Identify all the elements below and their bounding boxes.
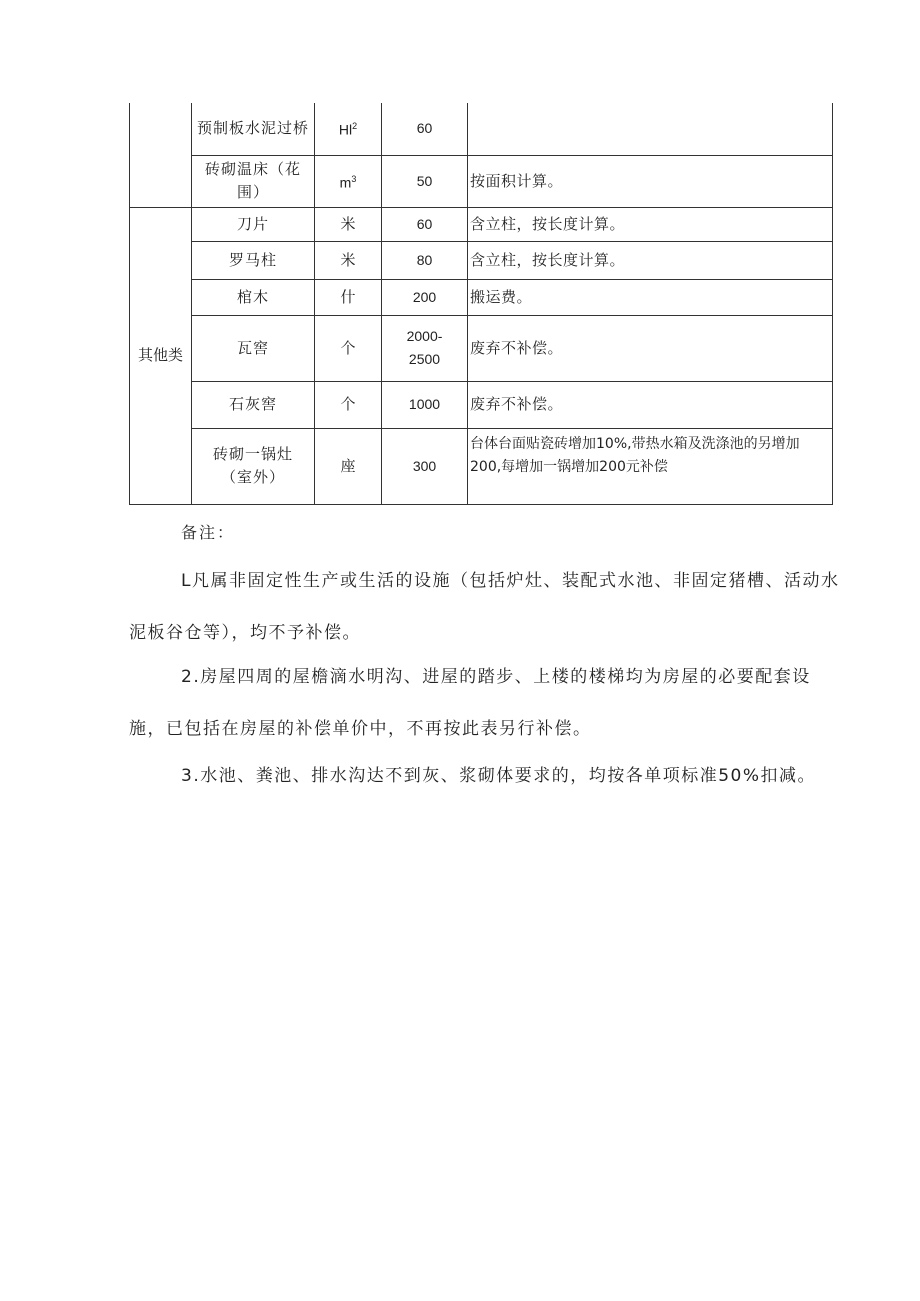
table-row bbox=[130, 155, 833, 207]
table-row bbox=[130, 315, 833, 381]
table-row bbox=[130, 381, 833, 428]
item-unit: 个 bbox=[315, 381, 382, 428]
item-note: 含立柱，按长度计算。 bbox=[468, 241, 833, 279]
item-price: 300 bbox=[382, 428, 468, 504]
note-item-2: 2.房屋四周的屋檐滴水明沟、进屋的踏步、上楼的楼梯均为房屋的必要配套设施，已包括在房屋的补偿单价中，不再按此表另行补偿。 bbox=[129, 667, 811, 739]
item-note: 含立柱，按长度计算。 bbox=[468, 207, 833, 241]
item-price: 1000 bbox=[382, 381, 468, 428]
item-name: 刀片 bbox=[192, 207, 315, 241]
table-row bbox=[130, 279, 833, 315]
item-name: 石灰窖 bbox=[192, 381, 315, 428]
item-price: 60 bbox=[382, 207, 468, 241]
item-unit: Hl$^2$ bbox=[315, 103, 382, 155]
item-name: 罗马柱 bbox=[192, 241, 315, 279]
note-item-3: 3.水池、粪池、排水沟达不到灰、浆砌体要求的，均按各单项标准50%扣减。 bbox=[181, 766, 817, 786]
item-name: 砖砌一锅灶（室外） bbox=[192, 428, 315, 504]
item-price: 60 bbox=[382, 103, 468, 155]
item-name: 棺木 bbox=[192, 279, 315, 315]
item-unit: 座 bbox=[315, 428, 382, 504]
item-price: 50 bbox=[382, 155, 468, 207]
item-price: 80 bbox=[382, 241, 468, 279]
table-row bbox=[130, 241, 833, 279]
item-unit: 米 bbox=[315, 241, 382, 279]
category-cell bbox=[130, 103, 192, 207]
item-note: 搬运费。 bbox=[468, 279, 833, 315]
item-unit: 个 bbox=[315, 315, 382, 381]
table-row bbox=[130, 207, 833, 241]
item-name: 瓦窖 bbox=[192, 315, 315, 381]
table-row bbox=[130, 428, 833, 504]
item-price: 2000-2500 bbox=[382, 315, 468, 381]
item-note: 按面积计算。 bbox=[468, 155, 833, 207]
table-row bbox=[130, 103, 833, 155]
item-note bbox=[468, 103, 833, 155]
item-note: 废弃不补偿。 bbox=[468, 315, 833, 381]
item-note: 废弃不补偿。 bbox=[468, 381, 833, 428]
item-note: 台体台面贴瓷砖增加10%,带热水箱及洗涤池的另增加200,每增加一锅增加200元补偿 bbox=[468, 428, 833, 504]
item-name: 预制板水泥过桥 bbox=[192, 103, 315, 155]
category-cell: 其他类 bbox=[130, 207, 192, 504]
item-price: 200 bbox=[382, 279, 468, 315]
item-name: 砖砌温床（花围） bbox=[192, 155, 315, 207]
item-unit: $m^3$ bbox=[315, 155, 382, 207]
notes-title: 备注： bbox=[181, 523, 236, 542]
item-unit: 米 bbox=[315, 207, 382, 241]
item-unit: 什 bbox=[315, 279, 382, 315]
note-item-1: L凡属非固定性生产或生活的设施（包括炉灶、装配式水池、非固定猪槽、活动水泥板谷仓等），均不予补偿。 bbox=[129, 571, 840, 643]
compensation-table bbox=[129, 103, 833, 505]
